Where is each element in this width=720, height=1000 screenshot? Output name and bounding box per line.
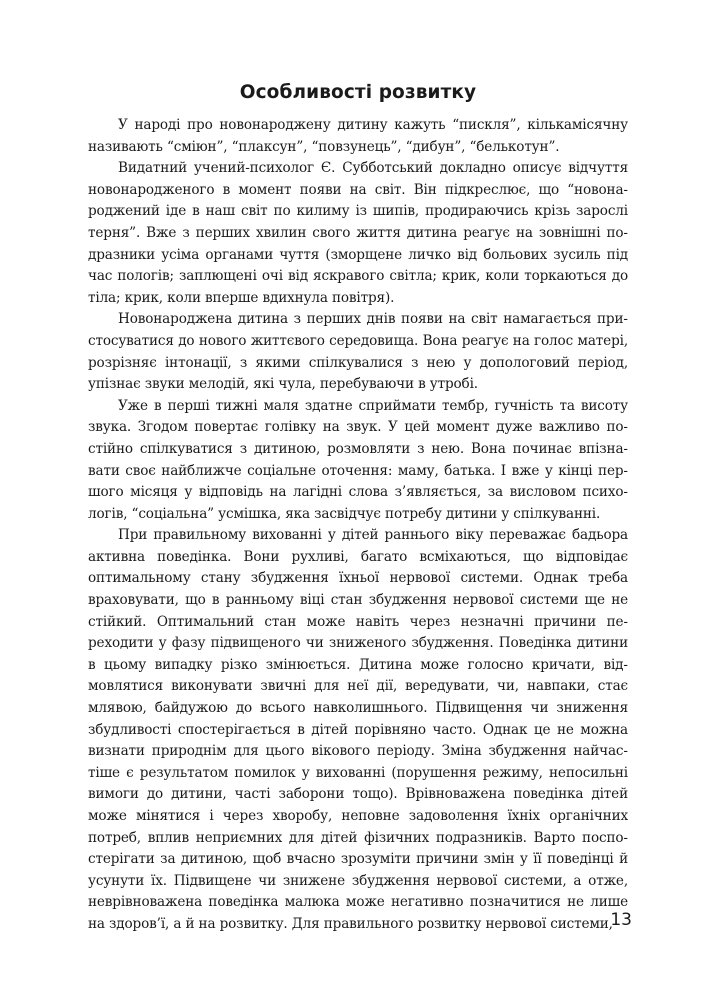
body-text <box>88 115 628 936</box>
paragraph: Видатний учений-психолог Є. Субботський докладно описує відчуття новонародженого в момент появи на світ. Він підкреслює, що “новонароджений іде в наш світ по килиму із шипів, продираючись крізь зарослі терня”. Вже з перших хвилин свого життя дитина реагує на зовнішні подразники усіма органами чуття (зморщене личко від больових зусиль під час пологів; заплющені очі від яскравого світла; крик, коли торкаються до тіла; крик, коли вперше вдихнула повітря). <box>88 160 628 306</box>
section-title: Особливості розвитку <box>239 82 477 103</box>
paragraph: Уже в перші тижні маля здатне сприймати тембр, гучність та висоту звука. Згодом повертає голівку на звук. У цей момент дуже важливо постійно спілкуватися з дитиною, розмовляти з нею. Вона починає впізнавати своє найближче соціальне оточення: маму, батька. І вже у кінці першого місяця у відповідь на лагідні слова з’являється, за висловом психологів, “соціальна” усмішка, яка засвідчує потребу дитини у спілкуванні. <box>88 397 628 522</box>
paragraph: При правильному вихованні у дітей раннього віку переважає бадьора активна поведінка. Вони рухливі, багато всміхаються, що відповідає оптимальному стану збудження їхньої нервової системи. Однак треба враховувати, що в ранньому віці стан збудження нервової системи ще не стійкий. Оптимальний стан може навіть через незначні причини переходити у фазу підвищеного чи зниженого збудження. Поведінка дитини в цьому випадку різко змінюється. Дитина може голосно кричати, відмовлятися виконувати звичні для неї дії, вередувати, чи, навпаки, стає млявою, байдужою до всього навколишнього. Підвищення чи зниження збудливості спостерігається в дітей порівняно часто. Однак це не можна визнати природнім для цього вікового періоду. Зміна збудження найчастіше є результатом помилок у вихованні (порушення режиму, непосильні вимоги до дитини, часті заборони тощо). Врівноважена поведінка дітей може мінятися і через хворобу, неповне задоволення їхніх органічних потреб, вплив неприємних для дітей фізичних подразників. Варто поспостерігати за дитиною, щоб вчасно зрозуміти причини змін у її поведінці й усунути їх. Підвищене чи знижене збудження нервової системи, а отже, неврівноважена поведінка малюка може негативно позначитися не лише на здоров’ї, а й на розвитку. Для правильного розвитку нервової системи, <box>88 527 628 932</box>
page-number: 13 <box>610 910 632 930</box>
page-content <box>88 82 628 936</box>
paragraph: У народі про новонароджену дитину кажуть “пискля”, кількамісячну називають “сміюн”, “плаксун”, “повзунець”, “дибун”, “белькотун”. <box>88 117 628 155</box>
paragraph: Новонароджена дитина з перших днів появи на світ намагається пристосуватися до нового життєвого середовища. Вона реагує на голос матері, розрізняє інтонації, з якими спілкувалися з нею у допологовий період, упізнає звуки мелодій, які чула, перебуваючи в утробі. <box>88 311 628 393</box>
